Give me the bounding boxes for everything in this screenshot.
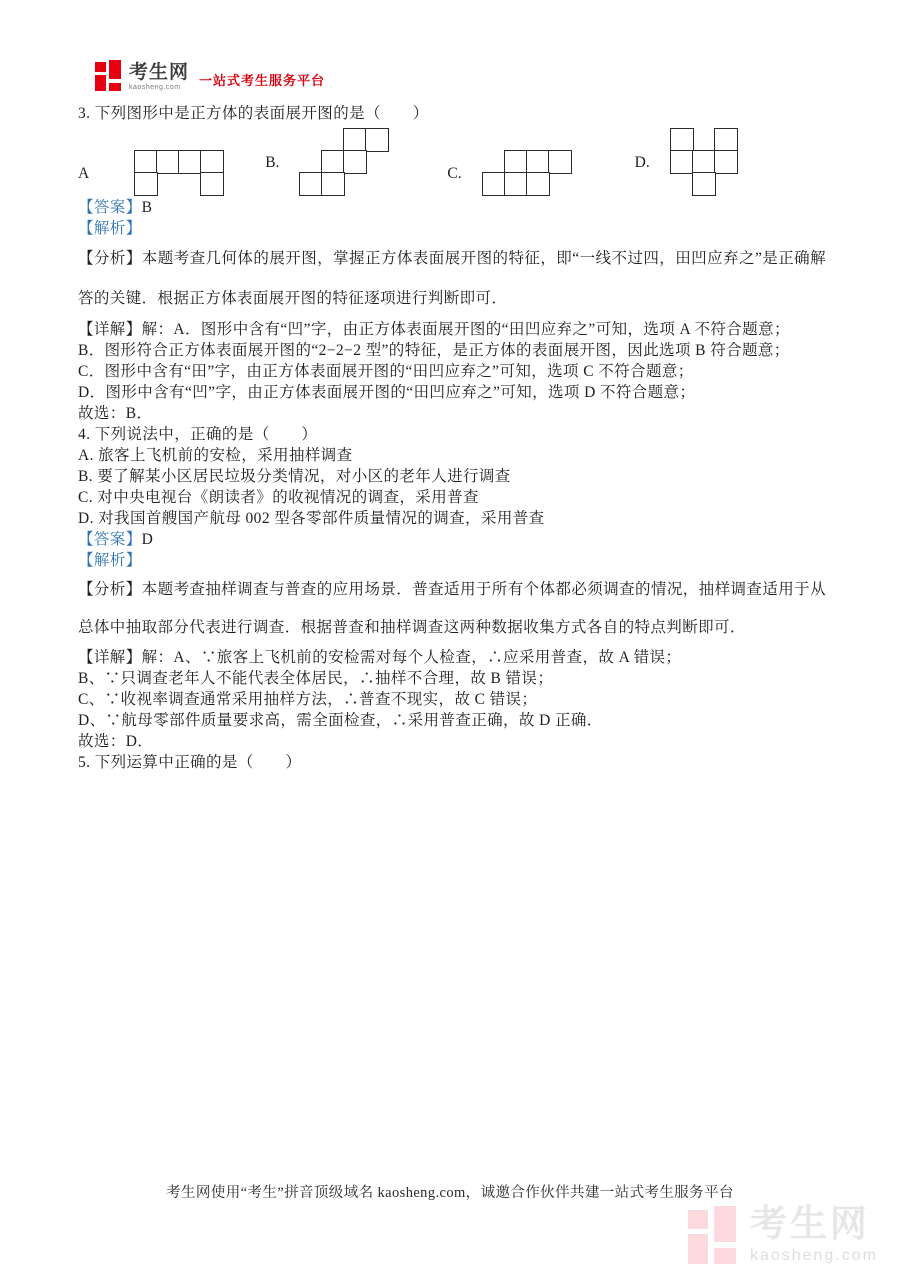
q3-option-d-label: D. <box>634 153 650 171</box>
q4-option-a: A. 旅客上飞机前的安检，采用抽样调查 <box>78 447 353 464</box>
q4-option-d: D. 对我国首艘国产航母 002 型各零部件质量情况的调查，采用普查 <box>78 510 545 527</box>
kaosheng-logo-icon <box>95 60 123 91</box>
net-square <box>200 172 224 196</box>
net-square <box>321 150 345 174</box>
cube-net-figure-d <box>670 128 739 197</box>
net-square <box>365 128 389 152</box>
kaosheng-logo-icon-watermark <box>688 1206 740 1264</box>
net-square <box>321 172 345 196</box>
cube-net-figure-a <box>134 150 225 197</box>
q4-analysis-head: 【解析】 <box>78 552 142 569</box>
kaosheng-watermark <box>688 1205 878 1264</box>
q3-option-a-label: A <box>78 164 90 182</box>
net-square <box>343 128 367 152</box>
q3-option-d <box>635 128 739 197</box>
q3-option-c <box>447 150 572 197</box>
net-square <box>200 150 224 174</box>
net-square <box>156 150 180 174</box>
q3-analysis-head: 【解析】 <box>78 220 142 237</box>
brand-tagline: 一站式考生服务平台 <box>199 73 326 88</box>
site-header <box>95 60 325 91</box>
q3-option-figures <box>78 128 826 197</box>
q4-answer-line <box>78 529 826 550</box>
q3-option-c-label: C. <box>447 164 462 182</box>
net-square <box>714 150 738 174</box>
watermark-text <box>750 1205 878 1264</box>
q3-detail-d: D．图形中含有“凹”字，由正方体表面展开图的“田凹应弃之”可知，选项 D 不符合题意； <box>78 384 696 401</box>
q4-option-b: B. 要了解某小区居民垃圾分类情况，对小区的老年人进行调查 <box>78 468 511 485</box>
net-square <box>526 172 550 196</box>
q3-option-b-label: B. <box>265 153 280 171</box>
q3-detail-c: C．图形中含有“田”字，由正方体表面展开图的“田凹应弃之”可知，选项 C 不符合题意； <box>78 363 694 380</box>
net-square <box>482 172 506 196</box>
q4-detail-c: C、∵收视率调查通常采用抽样方法，∴普查不现实，故 C 错误； <box>78 691 538 708</box>
exam-content <box>78 103 826 773</box>
net-square <box>714 128 738 152</box>
q4-detail-a: 【详解】解：A、∵旅客上飞机前的安检需对每个人检查，∴应采用普查，故 A 错误； <box>78 649 682 666</box>
q3-answer-line <box>78 197 826 218</box>
cube-net-figure-b <box>299 128 390 197</box>
net-square <box>134 150 158 174</box>
brand-name: 考生网 <box>129 62 190 83</box>
watermark-domain: kaosheng.com <box>749 1247 878 1264</box>
net-square <box>343 150 367 174</box>
q4-stem: 4. 下列说法中，正确的是（ ） <box>78 426 318 443</box>
q4-detail-d: D、∵航母零部件质量要求高，需全面检查，∴采用普查正确，故 D 正确． <box>78 712 603 729</box>
net-square <box>504 150 528 174</box>
q3-detail-b: B．图形符合正方体表面展开图的“2−2−2 型”的特征，是正方体的表面展开图，因此选项 B 符合题意； <box>78 342 790 359</box>
cube-net-figure-c <box>482 150 573 197</box>
net-square <box>134 172 158 196</box>
net-square <box>526 150 550 174</box>
brand-domain: kaosheng.com <box>129 84 181 91</box>
q3-stem: 3. 下列图形中是正方体的表面展开图的是（ ） <box>78 105 429 122</box>
q4-option-c: C. 对中央电视台《朗读者》的收视情况的调查，采用普查 <box>78 489 479 506</box>
page-footer: 考生网使用“考生”拼音顶级域名 kaosheng.com，诚邀合作伙伴共建一站式考生服务平台 <box>166 1185 734 1201</box>
net-square <box>692 172 716 196</box>
q4-analysis: 【分析】本题考查抽样调查与普查的应用场景．普查适用于所有个体都必须调查的情况，抽样调查适用于从总体中抽取部分代表进行调查．根据普查和抽样调查这两种数据收集方式各自的特点判断即可． <box>78 581 826 636</box>
net-square <box>299 172 323 196</box>
q4-conclusion: 故选：D． <box>78 733 154 750</box>
q4-detail-b: B、∵只调查老年人不能代表全体居民，∴抽样不合理，故 B 错误； <box>78 670 554 687</box>
answer-value: D <box>141 531 154 548</box>
answer-label: 【答案】 <box>78 199 142 216</box>
net-square <box>670 150 694 174</box>
answer-value: B <box>141 199 153 216</box>
answer-label: 【答案】 <box>78 531 142 548</box>
q3-detail-a: 【详解】解：A．图形中含有“凹”字，由正方体表面展开图的“田凹应弃之”可知，选项 A 不符合题意； <box>78 321 790 338</box>
watermark-brand: 考生网 <box>749 1203 870 1244</box>
net-square <box>692 150 716 174</box>
brand-text <box>129 63 189 91</box>
net-square <box>504 172 528 196</box>
q3-option-b <box>265 128 390 197</box>
net-square <box>670 128 694 152</box>
net-square <box>178 150 202 174</box>
q3-analysis: 【分析】本题考查几何体的展开图，掌握正方体表面展开图的特征，即“一线不过四，田凹应弃之”是正确解答的关键．根据正方体表面展开图的特征逐项进行判断即可． <box>78 250 826 307</box>
net-square <box>548 150 572 174</box>
q5-stem: 5. 下列运算中正确的是（ ） <box>78 754 302 771</box>
q3-option-a <box>78 150 225 197</box>
q3-conclusion: 故选：B． <box>78 405 153 422</box>
